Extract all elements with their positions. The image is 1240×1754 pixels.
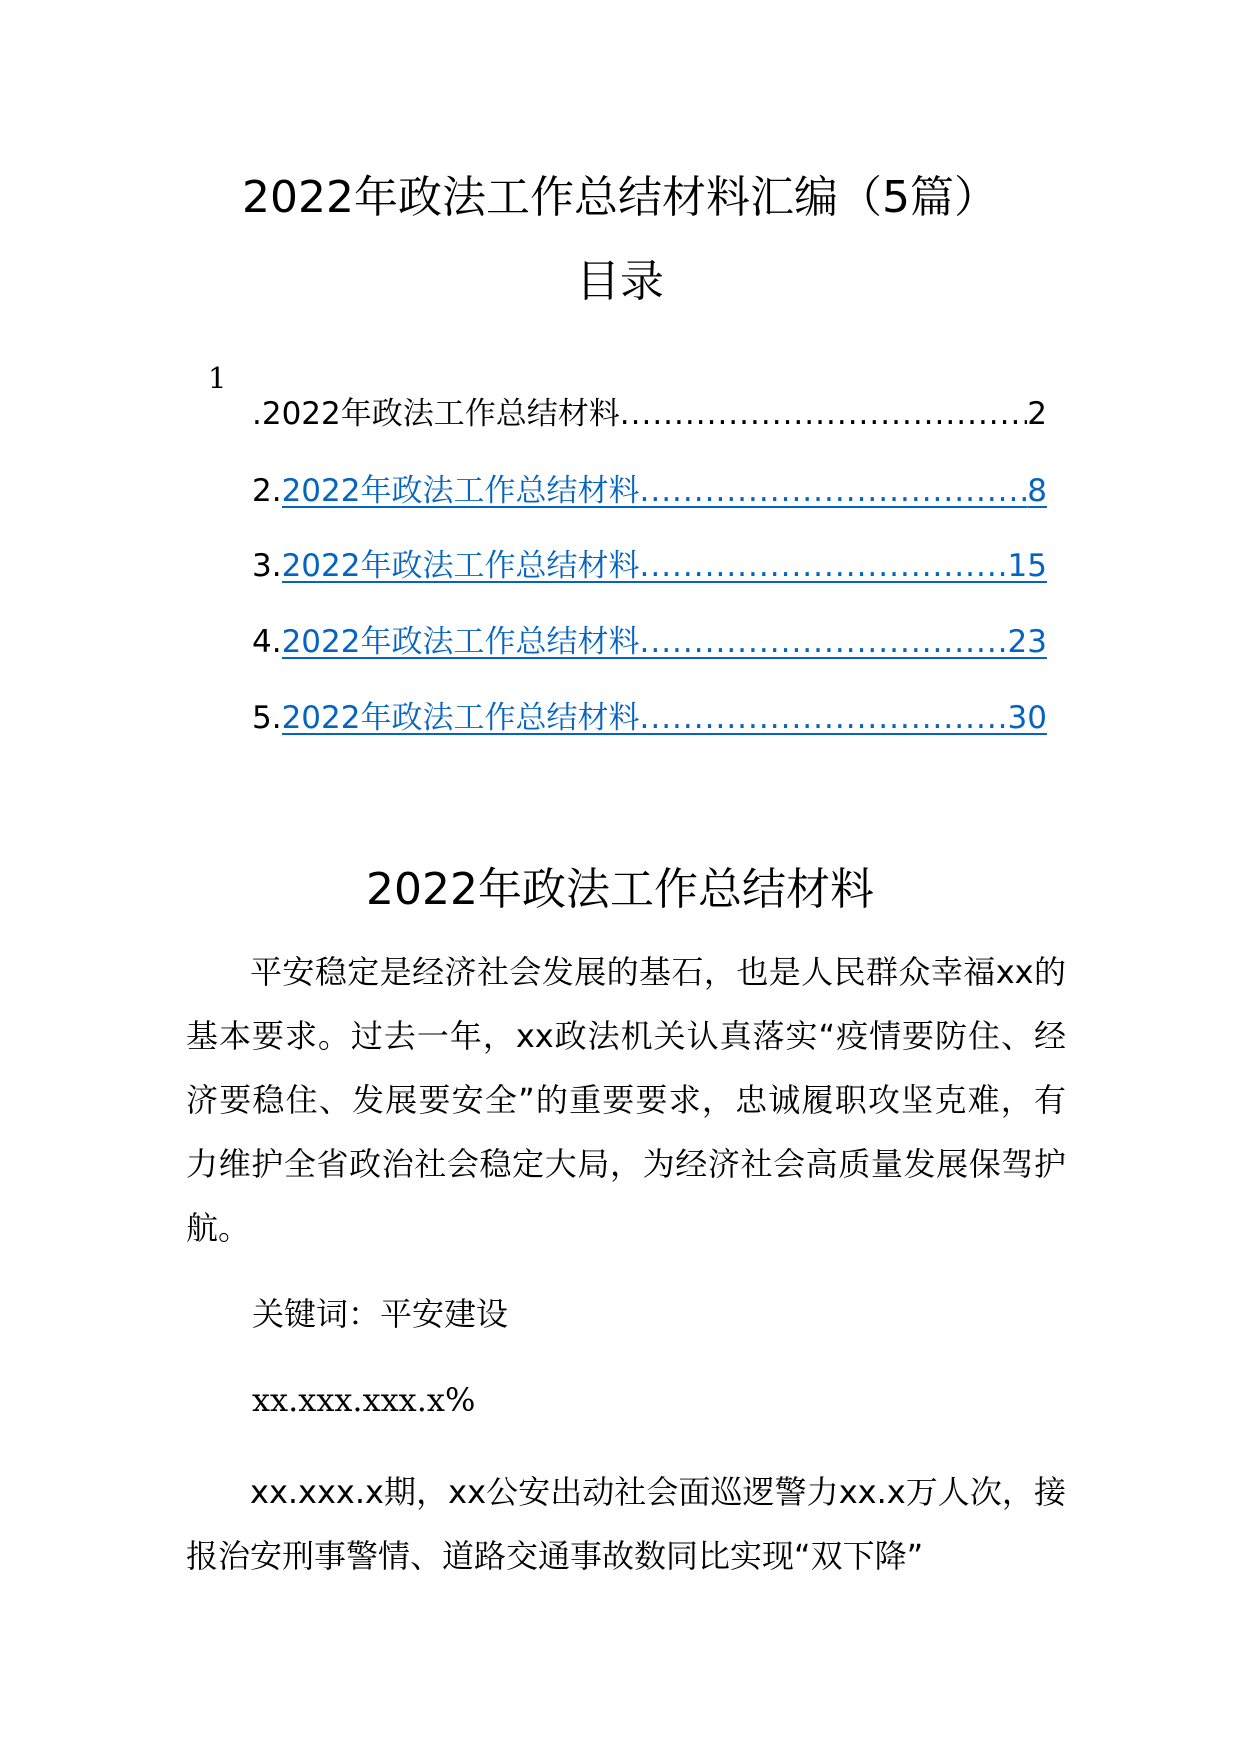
toc-entry-number: 5. — [252, 700, 282, 736]
toc-entry-4 — [252, 618, 1047, 666]
toc-entry-text — [262, 390, 1047, 438]
toc-entry-3 — [252, 542, 1047, 590]
toc-entry-label: 2022年政法工作总结材料 — [281, 548, 640, 584]
toc-entry-page: 2 — [1027, 396, 1047, 432]
toc-entry-link[interactable] — [282, 618, 1047, 666]
body-paragraph-intro: 平安稳定是经济社会发展的基石，也是人民群众幸福xx的基本要求。过去一年，xx政法机关认真落实“疫情要防住、经济要稳住、发展要安全”的重要要求，忠诚履职攻坚克难，有力维护全省政治社会稳定大局，为经济社会高质量发展保驾护航。 — [186, 953, 1066, 1247]
toc-entry-number: 3. — [252, 548, 282, 584]
document-title: 2022年政法工作总结材料汇编（5篇） — [242, 172, 998, 223]
toc-entry-label: 2022年政法工作总结材料 — [281, 624, 640, 660]
page-number: 1 — [208, 361, 227, 395]
toc-entry-number: 2. — [252, 473, 282, 509]
section-title: 2022年政法工作总结材料 — [366, 864, 874, 915]
toc-entry-page: 8 — [1027, 473, 1047, 509]
toc-heading: 目录 — [576, 256, 664, 307]
toc-entry-page: 30 — [1007, 700, 1047, 736]
toc-entry-5 — [252, 694, 1047, 742]
body-paragraph-police: xx.xxx.x期，xx公安出动社会面巡逻警力xx.x万人次，接报治安刑事警情、道路交通事故数同比实现“双下降” — [186, 1473, 1066, 1575]
toc-leader-dots — [639, 618, 1007, 666]
toc-entry-link[interactable] — [282, 542, 1047, 590]
toc-entry-label: 2022年政法工作总结材料 — [281, 700, 640, 736]
toc-leader-dots — [639, 542, 1007, 590]
keywords-line: 关键词：平安建设 — [252, 1295, 509, 1333]
toc-entry-label: 2022年政法工作总结材料 — [281, 473, 640, 509]
toc-entry-number: 4. — [252, 624, 282, 660]
toc-entry-number: . — [252, 396, 262, 432]
toc-entry-page: 15 — [1007, 548, 1047, 584]
toc-leader-dots — [639, 467, 1027, 515]
toc-entry-1 — [252, 390, 1047, 438]
toc-entry-page: 23 — [1007, 624, 1047, 660]
toc-leader-dots — [620, 390, 1028, 438]
toc-entry-label: 2022年政法工作总结材料 — [261, 396, 620, 432]
toc-entry-link[interactable] — [282, 467, 1047, 515]
stat-line: xx.xxx.xxx.x% — [252, 1381, 476, 1419]
toc-entry-link[interactable] — [282, 694, 1047, 742]
toc-leader-dots — [639, 694, 1007, 742]
toc-entry-2 — [252, 467, 1047, 515]
